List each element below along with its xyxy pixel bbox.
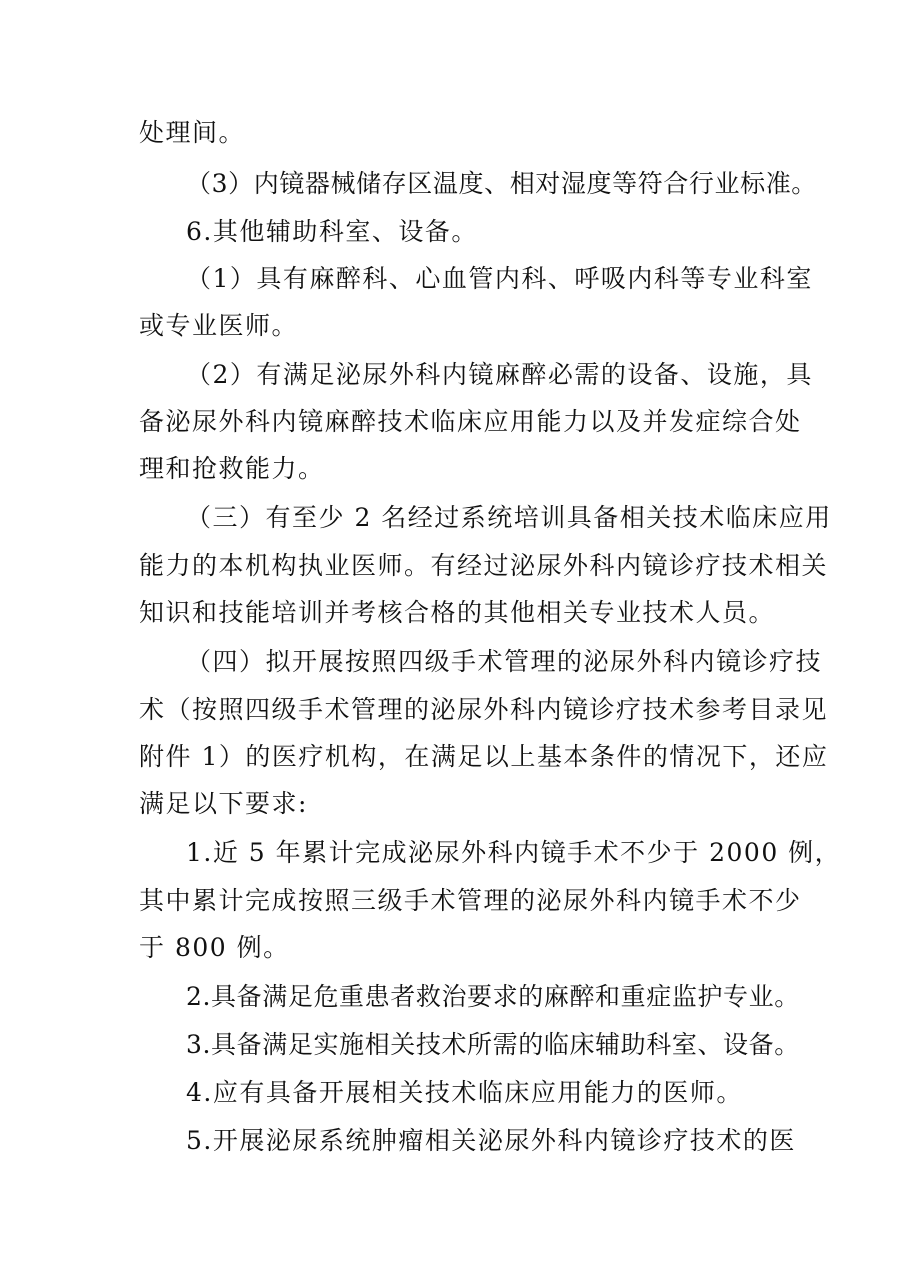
text-line-13: 术（按照四级手术管理的泌尿外科内镜诊疗技术参考目录见 xyxy=(139,695,829,724)
text-line-15: 满足以下要求: xyxy=(139,789,308,818)
text-line-11: 知识和技能培训并考核合格的其他相关专业技术人员。 xyxy=(139,598,776,627)
text-line-3: 6.其他辅助科室、设备。 xyxy=(186,217,478,246)
text-line-16: 1.近 5 年累计完成泌尿外科内镜手术不少于 2000 例， xyxy=(186,838,842,867)
text-line-12: （四）拟开展按照四级手术管理的泌尿外科内镜诊疗技 xyxy=(186,647,823,676)
text-line-10: 能力的本机构执业医师。有经过泌尿外科内镜诊疗技术相关 xyxy=(139,551,829,580)
text-line-5: 或专业医师。 xyxy=(139,311,299,340)
text-line-14: 附件 1）的医疗机构，在满足以上基本条件的情况下，还应 xyxy=(139,742,829,771)
text-line-21: 4.应有具备开展相关技术临床应用能力的医师。 xyxy=(186,1078,743,1107)
text-line-4: （1）具有麻醉科、心血管内科、呼吸内科等专业科室 xyxy=(186,264,813,293)
text-line-18: 于 800 例。 xyxy=(139,933,290,962)
text-line-7: 备泌尿外科内镜麻醉技术临床应用能力以及并发症综合处 xyxy=(139,407,802,436)
text-line-22: 5.开展泌尿系统肿瘤相关泌尿外科内镜诊疗技术的医 xyxy=(186,1126,796,1155)
text-line-20: 3.具备满足实施相关技术所需的临床辅助科室、设备。 xyxy=(186,1030,800,1059)
text-line-9: （三）有至少 2 名经过系统培训具备相关技术临床应用 xyxy=(186,503,832,532)
text-line-17: 其中累计完成按照三级手术管理的泌尿外科内镜手术不少 xyxy=(139,886,802,915)
text-line-8: 理和抢救能力。 xyxy=(139,454,325,483)
text-line-6: （2）有满足泌尿外科内镜麻醉必需的设备、设施，具 xyxy=(186,360,813,389)
text-line-2: （3）内镜器械储存区温度、相对湿度等符合行业标准。 xyxy=(186,169,817,198)
text-line-1: 处理间。 xyxy=(139,118,246,147)
text-line-19: 2.具备满足危重患者救治要求的麻醉和重症监护专业。 xyxy=(186,982,800,1011)
